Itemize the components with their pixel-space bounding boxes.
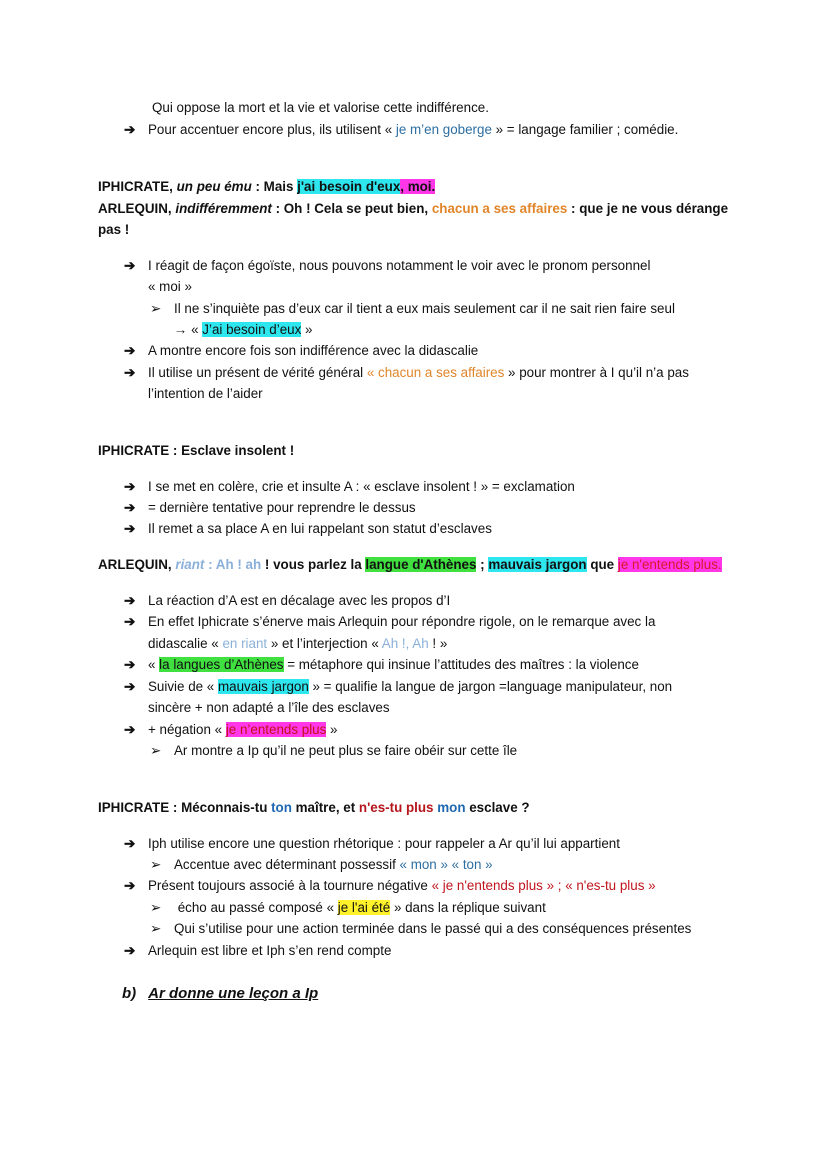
sub-bullet: ➢ écho au passé composé « je l'ai été » dans la réplique suivant: [150, 898, 546, 918]
sub-bullet: ➢ Ar montre a Ip qu’il ne peut plus se faire obéir sur cette île: [150, 741, 517, 761]
bullet-cont: didascalie « en riant » et l’interjection « Ah !, Ah ! »: [148, 636, 448, 651]
arrow-bullet-icon: ➔: [124, 343, 136, 358]
bullet-item: ➔ « la langues d’Athènes = métaphore qui insinue l’attitudes des maîtres : la violence: [124, 655, 639, 675]
speech-arlequin-cont: pas !: [98, 222, 130, 237]
bullet-item: ➔ Présent toujours associé à la tournure négative « je n'entends plus » ; « n'es-tu plus »: [124, 876, 656, 896]
arrow-bullet-icon: ➔: [124, 479, 136, 494]
bullet-item: ➔ = dernière tentative pour reprendre le dessus: [124, 498, 416, 518]
arrow-bullet-icon: ➔: [124, 722, 136, 737]
triangle-bullet-icon: ➢: [150, 900, 162, 915]
arrow-bullet-icon: ➔: [124, 836, 136, 851]
bullet-item: ➔ Pour accentuer encore plus, ils utilisent « je m’en goberge » = langage familier ; comédie.: [124, 120, 678, 140]
triangle-bullet-icon: ➢: [150, 301, 162, 316]
arrow-bullet-icon: ➔: [124, 878, 136, 893]
bullet-item: ➔ Iph utilise encore une question rhétorique : pour rappeler a Ar qu’il lui appartient: [124, 834, 620, 854]
bullet-item: ➔ Il remet a sa place A en lui rappelant son statut d’esclaves: [124, 519, 492, 539]
bullet-item: ➔ Suivie de « mauvais jargon » = qualifie la langue de jargon =language manipulateur, non: [124, 677, 672, 697]
bullet-cont: sincère + non adapté a l’île des esclaves: [148, 700, 390, 715]
bullet-cont: « moi »: [148, 279, 192, 294]
arrow-bullet-icon: ➔: [124, 657, 136, 672]
speech-iphicrate: IPHICRATE : Esclave insolent !: [98, 443, 295, 458]
bullet-item: ➔ Il utilise un présent de vérité général « chacun a ses affaires » pour montrer à I qu’il n’a pas: [124, 363, 689, 383]
bullet-item: ➔ Arlequin est libre et Iph s’en rend compte: [124, 941, 391, 961]
section-heading: b) Ar donne une leçon a Ip: [122, 985, 319, 1002]
bullet-item: ➔ I réagit de façon égoïste, nous pouvons notamment le voir avec le pronom personnel: [124, 256, 650, 276]
arrow-bullet-icon: ➔: [124, 593, 136, 608]
bullet-item: ➔ I se met en colère, crie et insulte A : « esclave insolent ! » = exclamation: [124, 477, 575, 497]
arrow-bullet-icon: ➔: [124, 943, 136, 958]
triangle-bullet-icon: ➢: [150, 921, 162, 936]
sub-bullet-cont: → « J’ai besoin d’eux »: [174, 322, 313, 337]
arrow-bullet-icon: ➔: [124, 365, 136, 380]
arrow-bullet-icon: ➔: [124, 500, 136, 515]
text-line: Qui oppose la mort et la vie et valorise cette indifférence.: [152, 100, 489, 115]
speech-arlequin: ARLEQUIN, indifféremment : Oh ! Cela se peut bien, chacun a ses affaires : que je ne vous dérange: [98, 201, 729, 216]
bullet-cont: l’intention de l’aider: [148, 386, 263, 401]
bullet-item: ➔ A montre encore fois son indifférence avec la didascalie: [124, 341, 478, 361]
arrow-bullet-icon: ➔: [124, 258, 136, 273]
bullet-item: ➔ La réaction d’A est en décalage avec les propos d’I: [124, 591, 450, 611]
speech-arlequin: ARLEQUIN, riant : Ah ! ah ! vous parlez la langue d'Athènes ; mauvais jargon que je n'entends plus.: [98, 557, 722, 572]
arrow-bullet-icon: ➔: [124, 679, 136, 694]
speech-iphicrate: IPHICRATE : Méconnais-tu ton maître, et n'es-tu plus mon esclave ?: [98, 800, 530, 815]
sub-bullet: ➢ Il ne s’inquiète pas d’eux car il tient a eux mais seulement car il ne sait rien faire seul: [150, 299, 675, 319]
triangle-bullet-icon: ➢: [150, 857, 162, 872]
bullet-item: ➔ + négation « je n’entends plus »: [124, 720, 338, 740]
triangle-bullet-icon: ➢: [150, 743, 162, 758]
arrow-bullet-icon: ➔: [124, 521, 136, 536]
sub-bullet: ➢ Qui s’utilise pour une action terminée dans le passé qui a des conséquences présentes: [150, 919, 691, 939]
sub-bullet: ➢ Accentue avec déterminant possessif « mon » « ton »: [150, 855, 493, 875]
speech-iphicrate: IPHICRATE, un peu ému : Mais j'ai besoin d'eux, moi.: [98, 179, 436, 194]
arrow-bullet-icon: ➔: [124, 122, 136, 137]
bullet-item: ➔ En effet Iphicrate s’énerve mais Arlequin pour répondre rigole, on le remarque avec la: [124, 612, 655, 632]
arrow-bullet-icon: ➔: [124, 614, 136, 629]
